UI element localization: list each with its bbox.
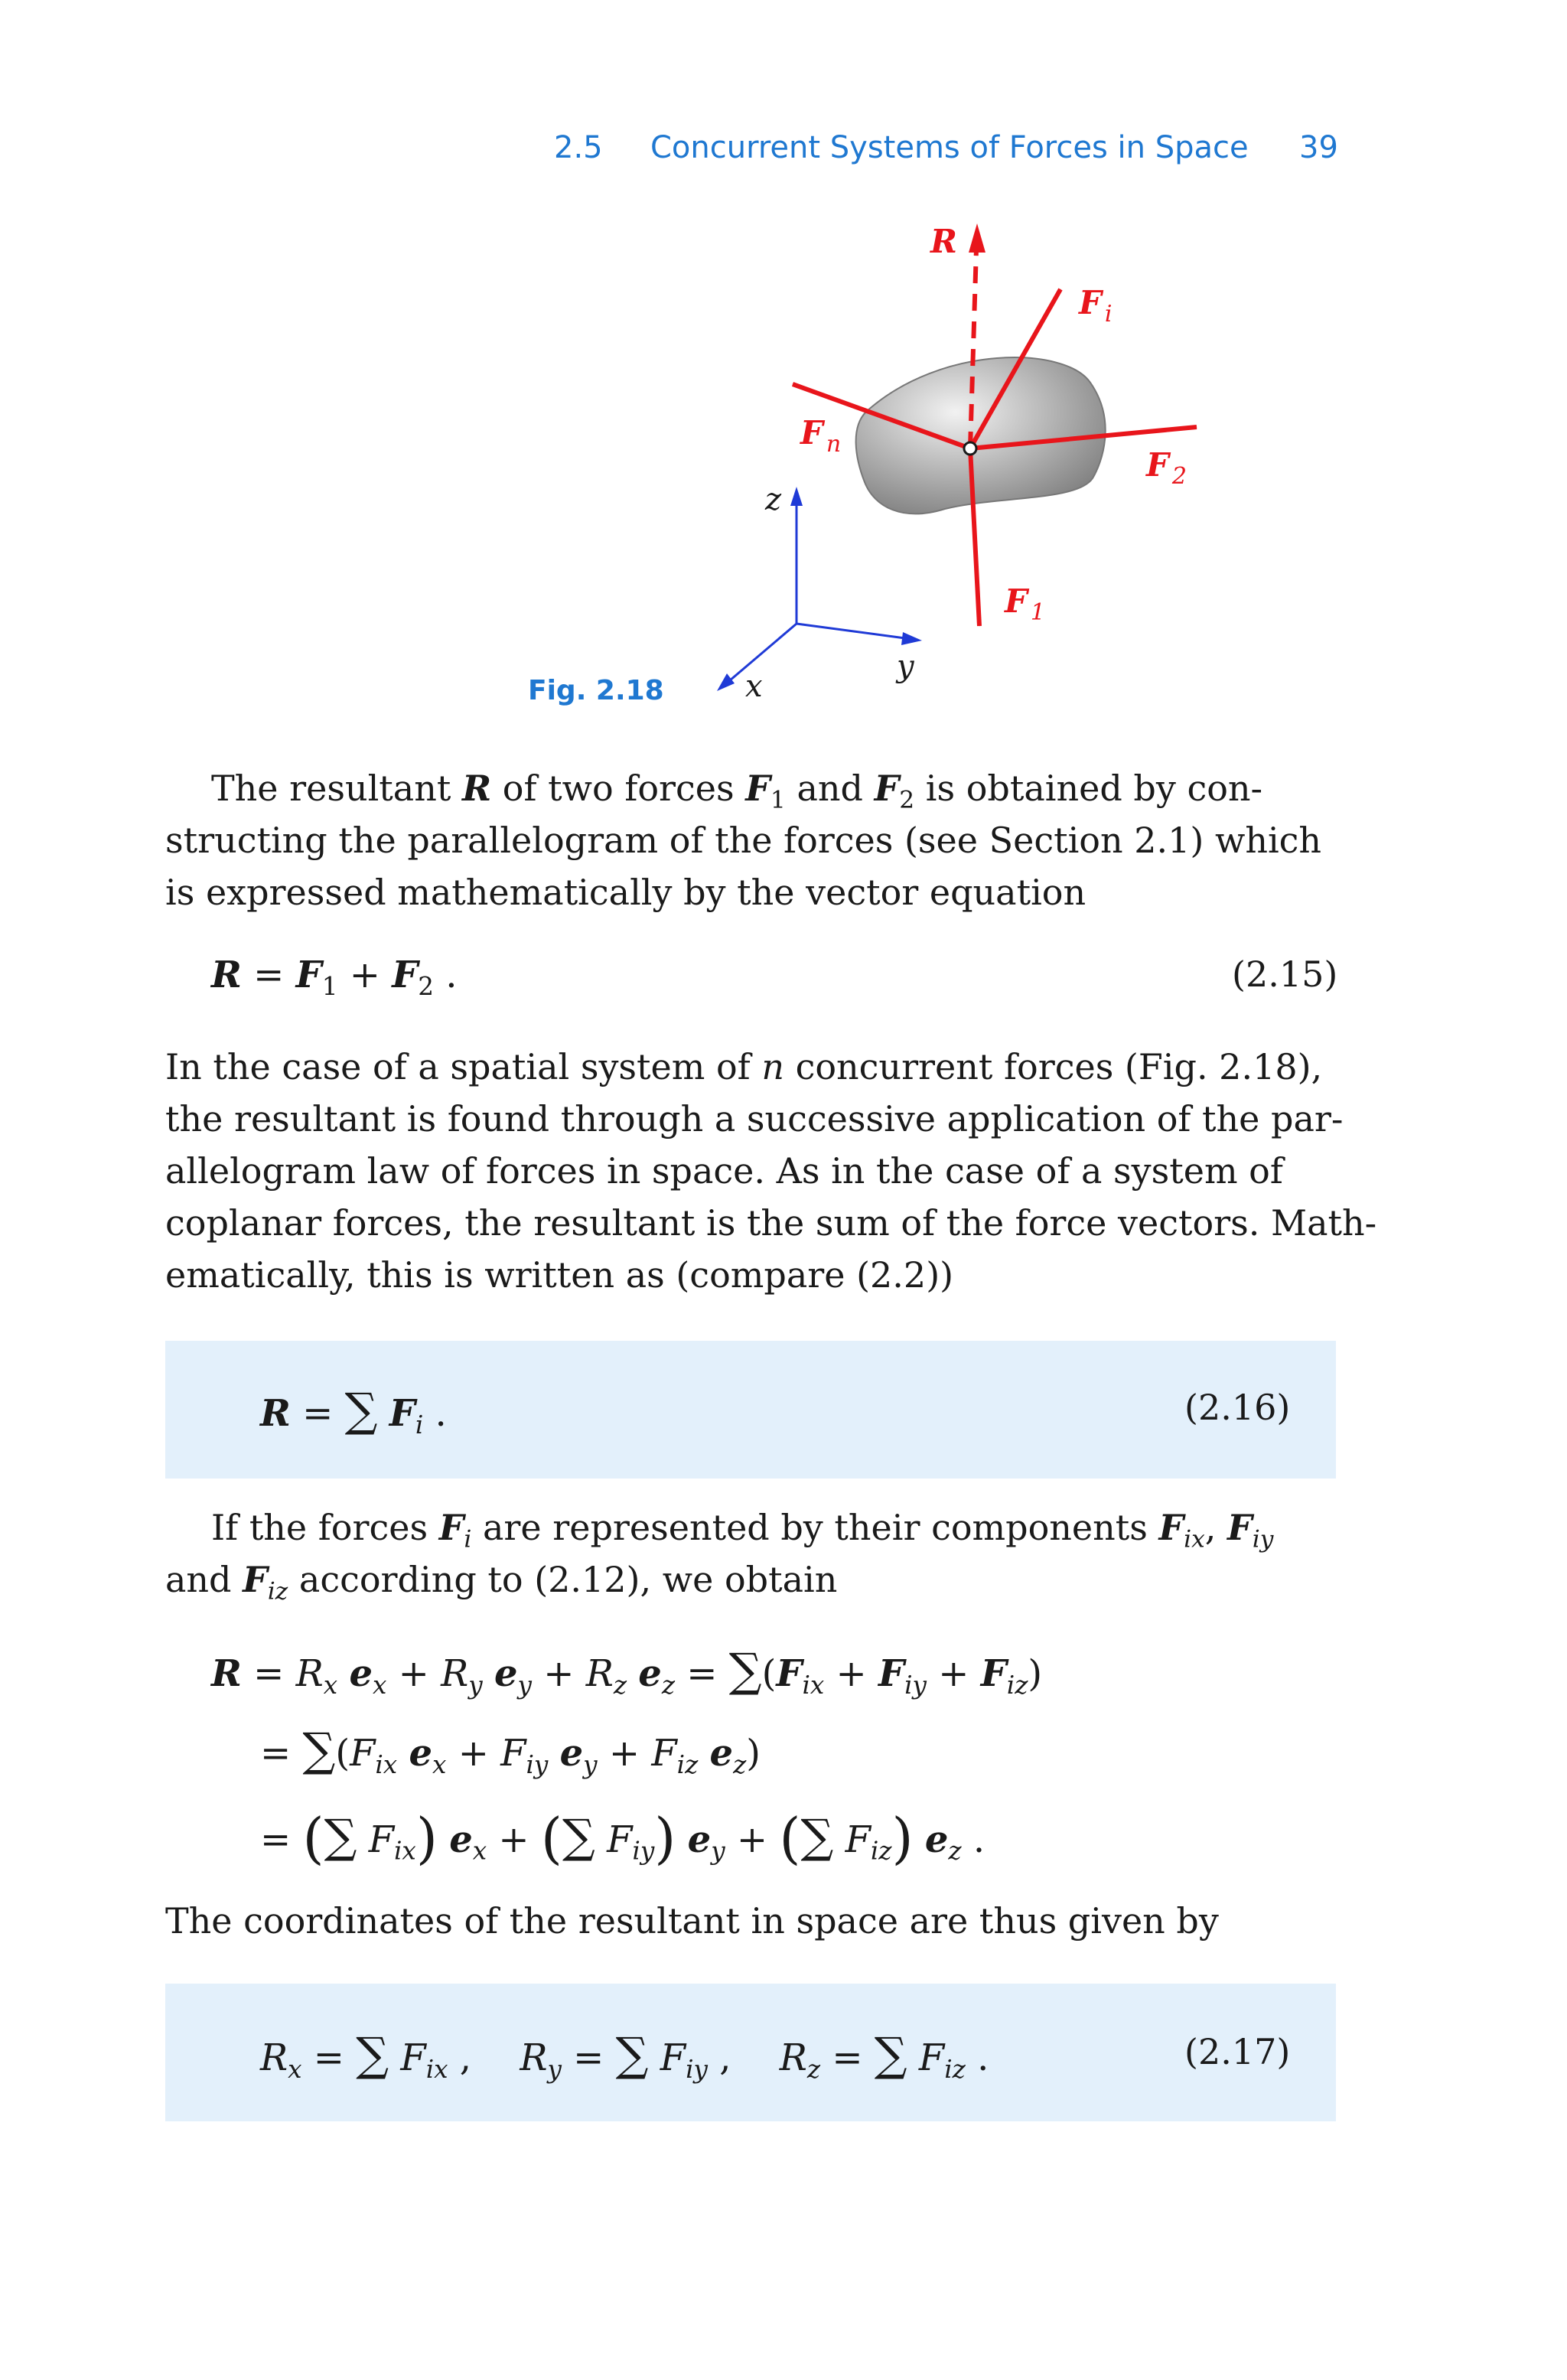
paragraph-line: structing the parallelogram of the forces (see Section 2.1) which bbox=[165, 820, 1322, 861]
figure-caption-label: Fig. 2.18 bbox=[528, 675, 664, 706]
label-Fi: F $_i$ bbox=[1079, 284, 1113, 328]
section-title: Concurrent Systems of Forces in Space bbox=[650, 130, 1249, 165]
figure-2-18 bbox=[0, 0, 1567, 735]
paragraph-4 bbox=[165, 1895, 1336, 1947]
point-of-concurrency bbox=[964, 442, 976, 455]
paragraph-line: If the forces $F_i$ are represented by their components $F_{ix}$, $F_{iy}$ bbox=[211, 1507, 1274, 1554]
rigid-body bbox=[856, 357, 1106, 513]
label-R: R bbox=[930, 223, 957, 260]
equation-number-2-16: (2.16) bbox=[1184, 1387, 1291, 1428]
paragraph-line: In the case of a spatial system of n concurrent forces (Fig. 2.18), bbox=[165, 1046, 1323, 1087]
paragraph-2 bbox=[165, 1041, 1377, 1301]
paragraph-3 bbox=[165, 1501, 1336, 1606]
equation-2-15: $R = F_1 + F_2$ . bbox=[211, 954, 458, 1001]
paragraph-line: The resultant R of two forces $F_1$ and $F_2$ is obtained by con- bbox=[211, 768, 1263, 814]
paragraph-line: The coordinates of the resultant in space are thus given by bbox=[165, 1900, 1219, 1941]
axis-label-x: x bbox=[745, 669, 763, 704]
paragraph-line: ematically, this is written as (compare (2.2)) bbox=[165, 1254, 954, 1296]
equation-resultant-line-3: = (∑ $F_{ix}$) $e_x$ + (∑ $F_{iy}$) $e_y$ + (∑ $F_{iz}$) $e_z$ . bbox=[260, 1806, 985, 1870]
page-number: 39 bbox=[1299, 130, 1338, 165]
paragraph-line: the resultant is found through a successive application of the par- bbox=[165, 1098, 1344, 1139]
label-F2: F $_2$ bbox=[1146, 446, 1187, 490]
label-F1: F $_1$ bbox=[1005, 582, 1045, 626]
axis-label-y: y bbox=[897, 649, 914, 684]
equation-number-2-17: (2.17) bbox=[1184, 2031, 1291, 2072]
axis-x-arrowhead bbox=[717, 673, 735, 691]
axis-x bbox=[730, 624, 797, 680]
label-Fn: F $_n$ bbox=[800, 414, 842, 458]
axis-y bbox=[797, 624, 905, 638]
equation-2-16: R = ∑ $F_i$ . bbox=[260, 1384, 447, 1439]
paragraph-line: coplanar forces, the resultant is the sum of the force vectors. Math- bbox=[165, 1202, 1377, 1244]
equation-resultant-line-1: $R = R_x$ $e_x + R_y$ $e_y + R_z$ $e_z = \sum(F_{ix} + F_{iy} + F_{iz})$ bbox=[211, 1644, 1043, 1700]
axis-label-z: z bbox=[765, 482, 782, 517]
paragraph-line: is expressed mathematically by the vector equation bbox=[165, 872, 1086, 913]
paragraph-line: and $F_{iz}$ according to (2.12), we obtain bbox=[165, 1559, 838, 1606]
equation-resultant-line-2: = $\sum(F_{ix}$ $e_x + F_{iy}$ $e_y + F_{iz}$ $e_z$) bbox=[260, 1723, 761, 1779]
paragraph-1 bbox=[165, 762, 1336, 918]
axis-y-arrowhead bbox=[901, 632, 922, 645]
axis-z-arrowhead bbox=[790, 487, 803, 506]
paragraph-line: allelogram law of forces in space. As in the case of a system of bbox=[165, 1150, 1283, 1192]
equation-number-2-15: (2.15) bbox=[1232, 954, 1338, 995]
equation-2-17: $R_x$ = ∑ $F_{ix}$ , $R_y$ = ∑ $F_{iy}$ , $R_z$ = ∑ $F_{iz}$ . bbox=[260, 2028, 989, 2084]
force-resultant-R-arrowhead bbox=[969, 223, 985, 253]
section-number: 2.5 bbox=[554, 130, 603, 165]
